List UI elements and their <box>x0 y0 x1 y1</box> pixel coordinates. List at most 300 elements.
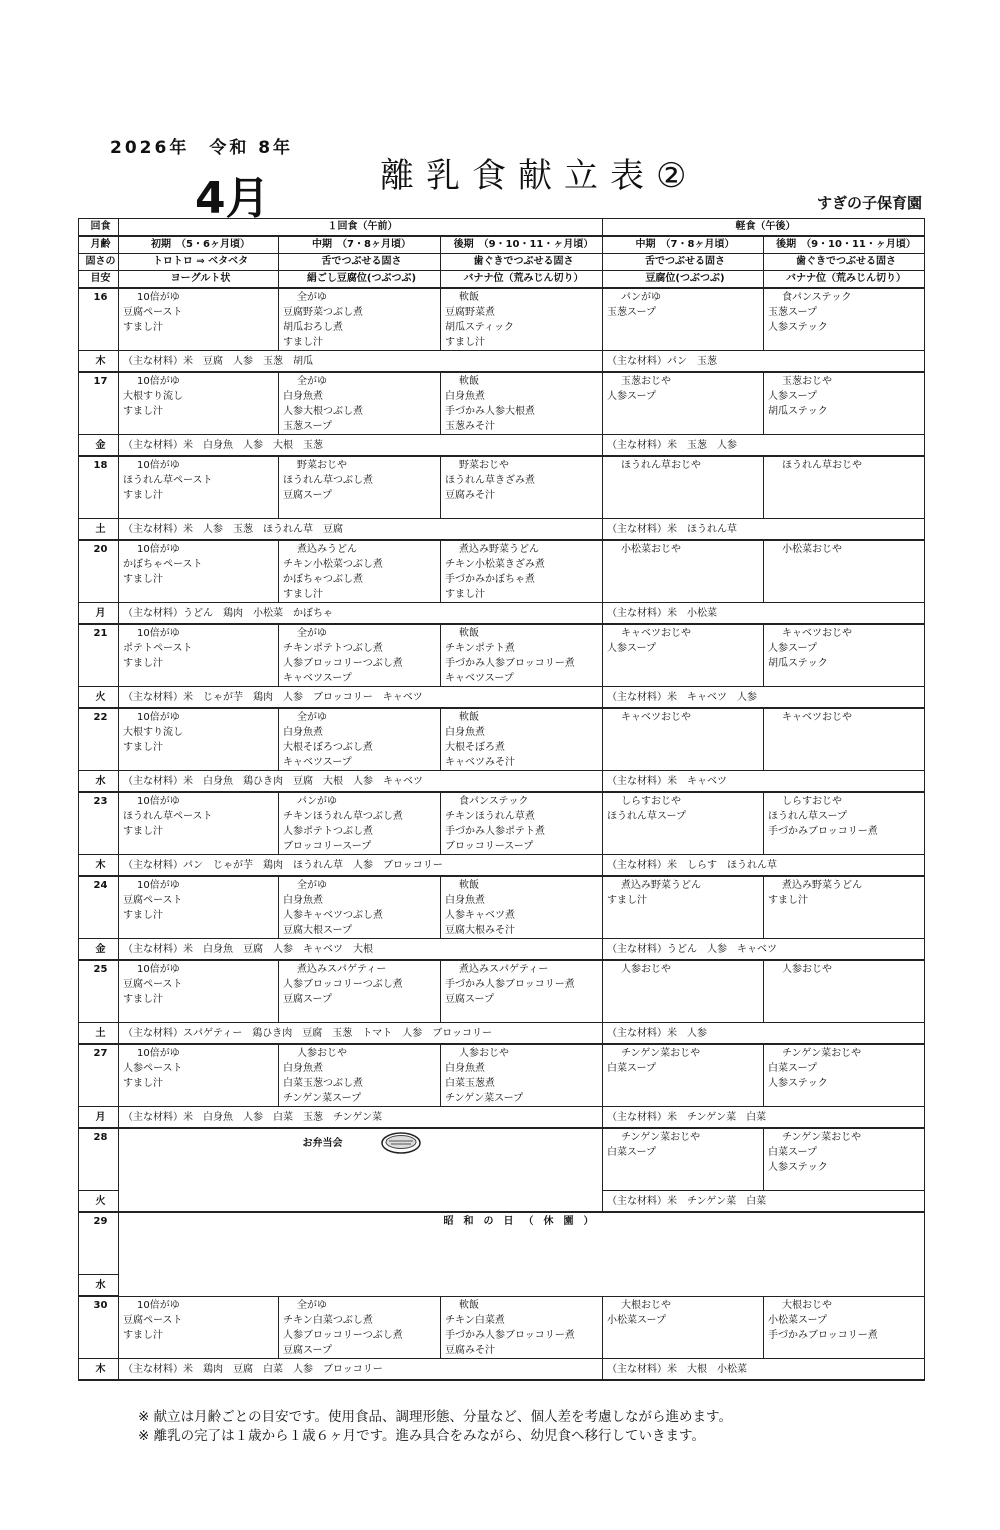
footnote: ※ 献立は月齢ごとの目安です。使用食品、調理形態、分量など、個人差を考慮しながら進めます。 <box>138 1409 732 1425</box>
meal-cell <box>441 624 603 687</box>
materials-meal: （主な材料）米 鶏肉 豆腐 白菜 人参 ブロッコリー <box>119 1359 603 1381</box>
meal-item: キャベツおじや <box>782 628 852 639</box>
materials-snack: （主な材料）米 キャベツ 人参 <box>603 687 925 709</box>
meal-item: チキン小松菜つぶし煮 <box>283 559 383 570</box>
meal-cell <box>764 876 925 939</box>
meal-item: 煮込みスパゲティー <box>459 964 549 975</box>
meal-item: チンゲン菜おじや <box>621 1048 701 1059</box>
day-date: 17 <box>79 372 119 435</box>
holiday-cell: 昭和の日（休園） <box>119 1212 925 1296</box>
meal-cell <box>764 960 925 1023</box>
meal-item: 人参おじや <box>297 1048 347 1059</box>
meal-cell <box>119 288 279 351</box>
materials-row <box>79 1107 925 1129</box>
materials-meal: （主な材料）米 白身魚 鶏ひき肉 豆腐 大根 人参 キャベツ <box>119 771 603 793</box>
day-date: 27 <box>79 1044 119 1107</box>
materials-meal: （主な材料）米 白身魚 人参 白菜 玉葱 チンゲン菜 <box>119 1107 603 1129</box>
meal-item: チンゲン菜スープ <box>445 1093 524 1104</box>
materials-meal: （主な材料）スパゲティー 鶏ひき肉 豆腐 玉葱 トマト 人参 ブロッコリー <box>119 1023 603 1045</box>
meal-cell <box>279 624 441 687</box>
meal-item: 豆腐大根スープ <box>283 925 352 936</box>
menu-table <box>78 218 925 1381</box>
meal-item: ほうれん草おじや <box>782 460 862 471</box>
meal-item: 煮込みスパゲティー <box>297 964 387 975</box>
meal-item: ブロッコリースープ <box>283 841 372 852</box>
materials-meal: （主な材料）パン じゃが芋 鶏肉 ほうれん草 人参 ブロッコリー <box>119 855 603 877</box>
meal-item: チンゲン菜おじや <box>621 1132 701 1143</box>
day-weekday: 金 <box>79 435 119 457</box>
meal-item: 軟飯 <box>459 376 479 387</box>
meal-item: 白身魚煮 <box>445 391 485 402</box>
meal-item: チンゲン菜おじや <box>782 1132 862 1143</box>
meal-cell <box>764 1296 925 1359</box>
day-date: 20 <box>79 540 119 603</box>
meal-item: チンゲン菜おじや <box>782 1048 862 1059</box>
meal-item: 煮込み野菜うどん <box>621 880 701 891</box>
materials-row <box>79 1023 925 1045</box>
hardness-cell: 歯ぐきでつぶせる固さ <box>764 254 925 271</box>
meal-item: 小松菜スープ <box>768 1314 827 1326</box>
day-weekday: 月 <box>79 1107 119 1129</box>
meal-item: 煮込み野菜うどん <box>782 880 862 891</box>
meal-cell <box>119 372 279 435</box>
month-label: 4月 <box>195 173 270 224</box>
meal-item: 白菜スープ <box>607 1147 656 1158</box>
materials-row <box>79 939 925 961</box>
meal-cell <box>764 456 925 519</box>
meal-item: 大根すり流し <box>123 727 183 738</box>
meal-cell <box>279 456 441 519</box>
meal-item: 人参キャベツ煮 <box>445 910 515 921</box>
meal-item: 食パンステック <box>782 292 852 303</box>
meal-item: 食パンステック <box>459 796 529 807</box>
meal-cell <box>764 1128 925 1191</box>
meal-item: ほうれん草きざみ煮 <box>445 475 535 486</box>
meal-item: ほうれん草ペースト <box>123 475 213 486</box>
materials-row <box>79 519 925 541</box>
meal-item: 白身魚煮 <box>445 727 485 738</box>
day-weekday: 土 <box>79 519 119 541</box>
meal-item: パンがゆ <box>297 796 337 807</box>
meal-item: すまし汁 <box>123 406 163 417</box>
meal-item: 玉葱みそ汁 <box>445 421 495 432</box>
meal-item: 豆腐スープ <box>283 1344 332 1356</box>
meal-item: 人参ステック <box>768 1162 828 1173</box>
day-date: 25 <box>79 960 119 1023</box>
meal-item: ほうれん草つぶし煮 <box>283 475 373 486</box>
materials-snack: （主な材料）米 玉葱 人参 <box>603 435 925 457</box>
meal-item: 10倍がゆ <box>137 796 180 807</box>
meal-item: 胡瓜ステック <box>768 406 828 417</box>
age-cell: 初期 （5・6ヶ月頃） <box>119 236 279 254</box>
meal-item: キャベツスープ <box>283 757 352 768</box>
age-cell: 中期 （7・8ヶ月頃） <box>603 236 764 254</box>
meal-cell <box>764 792 925 855</box>
meal-item: 人参ブロッコリーつぶし煮 <box>283 1329 403 1341</box>
meal-item: 豆腐みそ汁 <box>445 490 495 501</box>
header-hardness-label: 固さの <box>79 254 119 271</box>
meal-item: 大根おじや <box>621 1299 671 1311</box>
meal-item: 白身魚煮 <box>445 895 485 906</box>
meal-item: 軟飯 <box>459 712 479 723</box>
meal-cell <box>603 1128 764 1191</box>
meal-item: 豆腐スープ <box>445 994 494 1005</box>
meal-item: キャベツおじや <box>621 628 691 639</box>
meal-item: ほうれん草ペースト <box>123 811 213 822</box>
meal-cell <box>279 792 441 855</box>
meal-item: 玉葱おじや <box>782 376 832 387</box>
meal-item: すまし汁 <box>123 490 163 501</box>
meal-item: 玉葱スープ <box>283 421 332 432</box>
meal-item: 手づかみかぼちゃ煮 <box>445 574 535 585</box>
day-date: 29 <box>79 1212 119 1275</box>
meal-item: 人参ステック <box>768 322 828 333</box>
meal-item: すまし汁 <box>445 589 485 600</box>
materials-meal: （主な材料）米 じゃが芋 鶏肉 人参 ブロッコリー キャベツ <box>119 687 603 709</box>
materials-snack: （主な材料）米 キャベツ <box>603 771 925 793</box>
meal-item: 白身魚煮 <box>445 1063 485 1074</box>
meal-cell <box>119 624 279 687</box>
meal-item: 人参おじや <box>621 964 671 975</box>
age-cell: 後期 （9・10・11・ヶ月頃） <box>441 236 603 254</box>
meal-cell <box>441 288 603 351</box>
meal-item: 白菜スープ <box>768 1063 817 1074</box>
bento-box-icon <box>343 1138 423 1149</box>
hardness-cell: 舌でつぶせる固さ <box>603 254 764 271</box>
meal-item: 人参おじや <box>459 1048 509 1059</box>
meal-cell <box>279 876 441 939</box>
meal-item: 小松菜スープ <box>607 1314 666 1326</box>
day-weekday: 木 <box>79 1359 119 1381</box>
day-weekday: 火 <box>79 687 119 709</box>
meal-item: 全がゆ <box>297 712 327 723</box>
day-row <box>79 792 925 855</box>
meal-item: すまし汁 <box>123 658 163 669</box>
meal-item: しらすおじや <box>621 796 681 807</box>
meal-cell <box>603 372 764 435</box>
materials-snack: （主な材料）米 大根 小松菜 <box>603 1359 925 1381</box>
meal-cell <box>119 876 279 939</box>
meal-item: 全がゆ <box>297 880 327 891</box>
hardness-cell: 舌でつぶせる固さ <box>279 254 441 271</box>
materials-row <box>79 351 925 373</box>
meal-item: 全がゆ <box>297 376 327 387</box>
materials-snack: （主な材料）米 チンゲン菜 白菜 <box>603 1191 925 1213</box>
meal-item: 10倍がゆ <box>137 880 180 891</box>
materials-meal: （主な材料）米 人参 玉葱 ほうれん草 豆腐 <box>119 519 603 541</box>
meal-item: 10倍がゆ <box>137 712 180 723</box>
header-age-label: 月齢 <box>79 236 119 254</box>
header-col-label: 回食 <box>79 219 119 237</box>
meal-item: 人参ポテトつぶし煮 <box>283 826 373 837</box>
school-name: すぎの子保育園 <box>816 194 922 212</box>
meal-item: 10倍がゆ <box>137 544 180 555</box>
meal-item: すまし汁 <box>123 910 163 921</box>
day-date: 22 <box>79 708 119 771</box>
meal-item: すまし汁 <box>607 895 647 906</box>
day-date: 18 <box>79 456 119 519</box>
meal-item: 白菜スープ <box>768 1147 817 1158</box>
materials-meal: （主な材料）米 豆腐 人参 玉葱 胡瓜 <box>119 351 603 373</box>
day-weekday: 土 <box>79 1023 119 1045</box>
meal-cell <box>279 540 441 603</box>
meal-item: 豆腐大根みそ汁 <box>445 925 515 936</box>
guide-cell: 豆腐位(つぶつぶ) <box>603 271 764 289</box>
meal-item: 野菜おじや <box>297 460 347 471</box>
meal-cell <box>441 876 603 939</box>
age-cell: 中期 （7・8ヶ月頃） <box>279 236 441 254</box>
age-cell: 後期 （9・10・11・ヶ月頃） <box>764 236 925 254</box>
meal-cell <box>764 1044 925 1107</box>
materials-row <box>79 771 925 793</box>
meal-item: チキン白菜つぶし煮 <box>283 1314 373 1326</box>
meal-item: 軟飯 <box>459 628 479 639</box>
materials-meal: （主な材料）うどん 鶏肉 小松菜 かぼちゃ <box>119 603 603 625</box>
meal-item: 全がゆ <box>297 292 327 303</box>
event-cell <box>119 1128 603 1212</box>
meal-cell <box>441 708 603 771</box>
meal-item: 白身魚煮 <box>283 1063 323 1074</box>
meal-cell <box>441 1296 603 1359</box>
day-date: 24 <box>79 876 119 939</box>
meal-cell <box>119 708 279 771</box>
meal-item: 大根そぼろつぶし煮 <box>283 742 373 753</box>
meal-item: 大根そぼろ煮 <box>445 742 505 753</box>
meal-cell <box>603 960 764 1023</box>
meal-cell <box>603 1044 764 1107</box>
meal-item: 大根おじや <box>782 1299 832 1311</box>
meal-item: 手づかみ人参ブロッコリー煮 <box>445 979 575 990</box>
meal-item: 小松菜おじや <box>621 544 681 555</box>
meal-cell <box>279 288 441 351</box>
day-row <box>79 1128 925 1191</box>
meal-item: 10倍がゆ <box>137 292 180 303</box>
meal-item: キャベツスープ <box>445 673 514 684</box>
meal-item: 白菜玉葱煮 <box>445 1078 495 1089</box>
header-guide-label: 目安 <box>79 271 119 289</box>
meal-item: 人参大根つぶし煮 <box>283 406 363 417</box>
materials-snack: （主な材料）米 ほうれん草 <box>603 519 925 541</box>
meal-item: ほうれん草おじや <box>621 460 701 471</box>
meal-item: すまし汁 <box>445 337 485 348</box>
guide-cell: ヨーグルト状 <box>119 271 279 289</box>
meal-item: 全がゆ <box>297 1299 327 1311</box>
year-label: 2026年 令和 8年 <box>110 138 294 158</box>
meal-cell <box>764 708 925 771</box>
meal-item: 胡瓜おろし煮 <box>283 322 343 333</box>
meal-item: 大根すり流し <box>123 391 183 402</box>
meal-cell <box>603 792 764 855</box>
materials-row <box>79 687 925 709</box>
meal-cell <box>764 540 925 603</box>
meal-item: 豆腐ペースト <box>123 895 183 906</box>
materials-meal: （主な材料）米 白身魚 人参 大根 玉葱 <box>119 435 603 457</box>
meal-item: 人参ブロッコリーつぶし煮 <box>283 979 403 990</box>
meal-item: 軟飯 <box>459 292 479 303</box>
materials-snack: （主な材料）米 小松菜 <box>603 603 925 625</box>
meal-item: 軟飯 <box>459 880 479 891</box>
meal-item: チキン小松菜きざみ煮 <box>445 559 545 570</box>
meal-cell <box>603 876 764 939</box>
meal-cell <box>603 540 764 603</box>
header-snack: 軽食（午後） <box>603 219 925 237</box>
meal-cell <box>764 372 925 435</box>
meal-cell <box>441 456 603 519</box>
materials-snack: （主な材料）米 チンゲン菜 白菜 <box>603 1107 925 1129</box>
day-weekday: 月 <box>79 603 119 625</box>
meal-item: ほうれん草スープ <box>768 811 847 822</box>
meal-item: すまし汁 <box>123 1078 163 1089</box>
day-weekday: 水 <box>79 771 119 793</box>
meal-item: 煮込みうどん <box>297 544 357 555</box>
meal-item: 人参スープ <box>768 391 817 402</box>
meal-item: チキン白菜煮 <box>445 1314 505 1326</box>
meal-item: 10倍がゆ <box>137 1048 180 1059</box>
day-row <box>79 876 925 939</box>
meal-item: かぼちゃペースト <box>123 559 203 570</box>
meal-item: 人参ステック <box>768 1078 828 1089</box>
meal-cell <box>441 792 603 855</box>
meal-item: 白身魚煮 <box>283 895 323 906</box>
materials-row <box>79 435 925 457</box>
meal-item: 玉葱おじや <box>621 376 671 387</box>
meal-item: すまし汁 <box>283 589 323 600</box>
meal-item: 手づかみ人参ブロッコリー煮 <box>445 658 575 669</box>
page-title: 離乳食献立表② <box>380 156 699 196</box>
meal-item: 手づかみブロッコリー煮 <box>768 1329 878 1341</box>
materials-row <box>79 1359 925 1381</box>
meal-item: ブロッコリースープ <box>445 841 534 852</box>
header-meal1: １回食（午前） <box>119 219 603 237</box>
day-row <box>79 624 925 687</box>
day-row <box>79 540 925 603</box>
meal-item: チキンポテト煮 <box>445 643 515 654</box>
meal-cell <box>603 708 764 771</box>
day-date: 21 <box>79 624 119 687</box>
meal-cell <box>441 372 603 435</box>
meal-cell <box>279 1296 441 1359</box>
materials-snack: （主な材料）パン 玉葱 <box>603 351 925 373</box>
meal-item: 豆腐スープ <box>283 490 332 501</box>
day-weekday: 木 <box>79 855 119 877</box>
hardness-cell: トロトロ ⇒ ベタベタ <box>119 254 279 271</box>
meal-item: 軟飯 <box>459 1299 479 1311</box>
meal-item: すまし汁 <box>123 826 163 837</box>
meal-item: チキンポテトつぶし煮 <box>283 643 383 654</box>
meal-item: 野菜おじや <box>459 460 509 471</box>
meal-item: すまし汁 <box>123 994 163 1005</box>
meal-item: すまし汁 <box>768 895 808 906</box>
meal-item: 豆腐ペースト <box>123 307 183 318</box>
meal-item: すまし汁 <box>123 322 163 333</box>
meal-cell <box>279 960 441 1023</box>
meal-item: キャベツおじや <box>782 712 852 723</box>
meal-item: 豆腐ペースト <box>123 1314 183 1326</box>
guide-cell: 絹ごし豆腐位(つぶつぶ) <box>279 271 441 289</box>
meal-item: 手づかみ人参大根煮 <box>445 406 535 417</box>
meal-item: キャベツスープ <box>283 673 352 684</box>
meal-item: チキンほうれん草煮 <box>445 811 535 822</box>
day-weekday: 火 <box>79 1191 119 1213</box>
meal-item: 人参おじや <box>782 964 832 975</box>
footnotes <box>138 1408 732 1446</box>
meal-cell <box>119 792 279 855</box>
day-weekday: 水 <box>79 1275 119 1297</box>
day-row <box>79 960 925 1023</box>
day-row <box>79 288 925 351</box>
day-row <box>79 1296 925 1359</box>
day-row <box>79 1044 925 1107</box>
day-weekday: 木 <box>79 351 119 373</box>
meal-item: 手づかみ人参ポテト煮 <box>445 826 545 837</box>
meal-cell <box>119 456 279 519</box>
meal-cell <box>441 540 603 603</box>
meal-item: キャベツみそ汁 <box>445 757 515 768</box>
day-row <box>79 372 925 435</box>
day-row <box>79 708 925 771</box>
footnote: ※ 離乳の完了は１歳から１歳６ヶ月です。進み具合をみながら、幼児食へ移行していきます。 <box>138 1428 705 1444</box>
meal-item: キャベツおじや <box>621 712 691 723</box>
meal-item: 手づかみブロッコリー煮 <box>768 826 878 837</box>
meal-item: 胡瓜ステック <box>768 658 828 669</box>
meal-cell <box>441 960 603 1023</box>
meal-item: パンがゆ <box>621 292 661 303</box>
meal-cell <box>119 1044 279 1107</box>
hardness-cell: 歯ぐきでつぶせる固さ <box>441 254 603 271</box>
meal-cell <box>603 456 764 519</box>
meal-cell <box>119 1296 279 1359</box>
day-row <box>79 456 925 519</box>
meal-item: 人参ペースト <box>123 1063 183 1074</box>
day-weekday: 金 <box>79 939 119 961</box>
meal-item: 全がゆ <box>297 628 327 639</box>
meal-cell <box>279 708 441 771</box>
meal-item: すまし汁 <box>283 337 323 348</box>
day-date: 23 <box>79 792 119 855</box>
meal-item: 豆腐スープ <box>283 994 332 1005</box>
meal-cell <box>119 540 279 603</box>
meal-item: 人参スープ <box>768 643 817 654</box>
meal-cell <box>603 1296 764 1359</box>
meal-item: 10倍がゆ <box>137 376 180 387</box>
meal-item: 10倍がゆ <box>137 460 180 471</box>
guide-cell: バナナ位（荒みじん切り） <box>764 271 925 289</box>
meal-item: 10倍がゆ <box>137 628 180 639</box>
meal-item: 胡瓜スティック <box>445 322 514 333</box>
meal-cell <box>764 624 925 687</box>
materials-snack: （主な材料）米 人参 <box>603 1023 925 1045</box>
materials-meal: （主な材料）米 白身魚 豆腐 人参 キャベツ 大根 <box>119 939 603 961</box>
meal-cell <box>279 1044 441 1107</box>
meal-item: チキンほうれん草つぶし煮 <box>283 811 403 822</box>
meal-item: 煮込み野菜うどん <box>459 544 539 555</box>
meal-cell <box>441 1044 603 1107</box>
materials-snack: （主な材料）うどん 人参 キャベツ <box>603 939 925 961</box>
meal-item: ポテトペースト <box>123 643 193 654</box>
meal-cell <box>119 960 279 1023</box>
meal-item: ほうれん草スープ <box>607 811 686 822</box>
meal-item: 10倍がゆ <box>137 964 180 975</box>
meal-item: 豆腐みそ汁 <box>445 1344 495 1356</box>
meal-item: すまし汁 <box>123 742 163 753</box>
meal-item: 白菜スープ <box>607 1063 656 1074</box>
meal-item: 玉葱スープ <box>768 307 817 318</box>
meal-item: 人参スープ <box>607 643 656 654</box>
meal-cell <box>603 288 764 351</box>
meal-item: しらすおじや <box>782 796 842 807</box>
meal-cell <box>603 624 764 687</box>
meal-item: かぼちゃつぶし煮 <box>283 574 363 585</box>
